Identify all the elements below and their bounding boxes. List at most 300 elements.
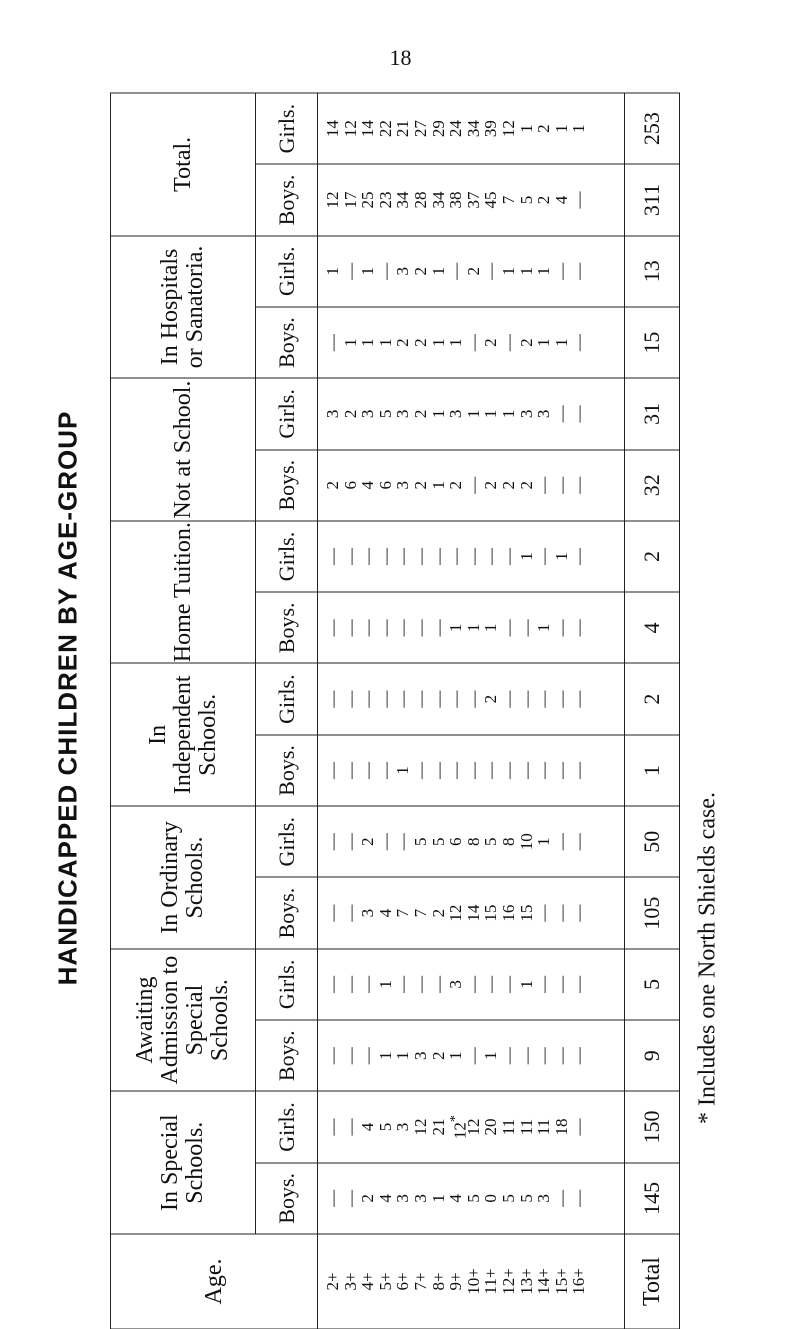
table-cell: —	[551, 761, 571, 779]
table-cell: 8	[498, 837, 518, 846]
table-cell: 1	[569, 123, 589, 133]
age-label: 7+	[410, 1271, 430, 1291]
table-cell: 3	[393, 266, 413, 276]
age-list	[318, 1234, 625, 1329]
table-cell: —	[463, 690, 483, 708]
page-number: 18	[389, 45, 412, 70]
table-cell: 0	[481, 1193, 501, 1203]
table-cell: —	[534, 690, 554, 708]
table-cell: —	[534, 476, 554, 494]
table-cell: 16	[498, 904, 518, 922]
table-cell: —	[569, 618, 589, 636]
table-cell: —	[569, 832, 589, 850]
table-cell: 3	[393, 409, 413, 418]
table-cell: —	[516, 1046, 536, 1064]
table-cell: —	[516, 761, 536, 779]
table-cell: —	[340, 618, 360, 636]
table-cell: —	[428, 975, 448, 993]
data-column	[318, 592, 625, 663]
table-cell: 12	[410, 1118, 430, 1136]
rotated-table	[110, 92, 680, 1329]
group-header: In Ordinary Schools.	[111, 806, 256, 949]
table-cell: 2	[410, 409, 430, 418]
age-label: 15+	[551, 1267, 571, 1295]
table-cell: 2	[428, 1050, 448, 1060]
table-cell: —	[340, 690, 360, 708]
table-cell: 1	[498, 409, 518, 418]
age-label: 4+	[358, 1271, 378, 1291]
table-cell: —	[340, 1046, 360, 1064]
table-cell: 1	[340, 337, 360, 347]
age-label: 12+	[498, 1267, 518, 1295]
table-cell: 5	[375, 1122, 395, 1131]
table-cell: —	[551, 904, 571, 922]
table-cell: 3	[410, 1193, 430, 1203]
table-cell: 3	[393, 480, 413, 489]
table-cell: 2	[323, 480, 342, 489]
group-header: Total.	[111, 93, 256, 236]
total-cell: 5	[625, 948, 680, 1019]
table-cell: 12	[446, 904, 466, 922]
table-cell: 4	[358, 480, 378, 489]
table-cell: —	[358, 761, 378, 779]
table-cell: —	[569, 904, 589, 922]
boys-header: Boys.	[256, 449, 318, 520]
table-cell: 1	[375, 1050, 395, 1060]
table-cell: —	[375, 618, 395, 636]
table-cell: —	[393, 690, 413, 708]
table-cell: —	[323, 333, 342, 351]
total-cell: 50	[625, 806, 680, 877]
table-cell: 6	[375, 480, 395, 489]
table-cell: 2	[340, 409, 360, 418]
table-cell: 34	[463, 119, 483, 137]
table-cell: 38	[446, 190, 466, 208]
table-cell: —	[569, 1118, 589, 1136]
table-cell: —	[463, 761, 483, 779]
table-cell: —	[410, 618, 430, 636]
table-cell: —	[323, 1046, 342, 1064]
table-cell: 3	[393, 1122, 413, 1131]
girls-header: Girls.	[256, 663, 318, 734]
girls-header: Girls.	[256, 948, 318, 1019]
total-cell: 9	[625, 1020, 680, 1091]
table-cell: —	[498, 690, 518, 708]
table-cell: —	[323, 904, 342, 922]
table-cell: —	[481, 761, 501, 779]
age-label: 8+	[428, 1271, 448, 1291]
table-cell: —	[358, 547, 378, 565]
table-cell: 1	[463, 409, 483, 418]
data-column	[318, 663, 625, 734]
table-cell: 1	[481, 1050, 501, 1060]
table-cell: 2	[410, 266, 430, 276]
table-cell: 1	[516, 123, 536, 133]
data-column	[318, 449, 625, 520]
table-cell: 17	[340, 190, 360, 208]
girls-header: Girls.	[256, 378, 318, 449]
table-cell: —	[340, 262, 360, 280]
table-cell: 34	[428, 190, 448, 208]
table-cell: 10	[516, 832, 536, 850]
table-cell: 2	[516, 337, 536, 347]
table-cell: —	[428, 547, 448, 565]
group-header: In Special Schools.	[111, 1091, 256, 1234]
table-cell: —	[534, 547, 554, 565]
age-label: 14+	[534, 1267, 554, 1295]
total-cell: 311	[625, 164, 680, 235]
table-cell: 2	[481, 337, 501, 347]
table-cell: 2	[410, 480, 430, 489]
table-cell: —	[551, 262, 571, 280]
table-cell: 2	[393, 337, 413, 347]
table-cell: —	[481, 975, 501, 993]
table-cell: 8	[463, 837, 483, 846]
table-cell: —	[569, 1046, 589, 1064]
table-cell: —	[323, 832, 342, 850]
table-cell: —	[393, 547, 413, 565]
table-cell: —	[534, 904, 554, 922]
table-cell: —	[463, 547, 483, 565]
table-cell: 1	[481, 409, 501, 418]
boys-header: Boys.	[256, 1162, 318, 1233]
table-cell: 4	[375, 1193, 395, 1203]
data-column	[318, 877, 625, 948]
table-cell: —	[446, 262, 466, 280]
table-cell: —	[569, 547, 589, 565]
table-cell: 4	[358, 1122, 378, 1131]
total-cell: 145	[625, 1162, 680, 1233]
table-cell: —	[393, 618, 413, 636]
table-cell: 6	[446, 837, 466, 846]
table-cell: —	[534, 761, 554, 779]
data-column	[318, 306, 625, 377]
table-cell: —	[340, 547, 360, 565]
total-cell: 1	[625, 734, 680, 805]
table-cell: —	[569, 761, 589, 779]
total-cell: 150	[625, 1091, 680, 1162]
girls-header: Girls.	[256, 520, 318, 591]
table-cell: 7	[498, 195, 518, 204]
table-cell: 4	[375, 908, 395, 917]
table-cell: 2	[358, 837, 378, 846]
data-column	[318, 806, 625, 877]
boys-header: Boys.	[256, 877, 318, 948]
table-cell: —	[534, 1046, 554, 1064]
page-title: HANDICAPPED CHILDREN BY AGE-GROUP	[52, 410, 83, 986]
table-cell: 1	[481, 623, 501, 632]
table-cell: 3	[393, 1193, 413, 1203]
age-group-table	[110, 92, 680, 1329]
table-cell: 5	[498, 1193, 518, 1203]
age-label: 10+	[463, 1267, 483, 1295]
table-cell: —	[358, 690, 378, 708]
table-cell: —	[498, 618, 518, 636]
table-cell: —	[569, 1189, 589, 1207]
age-label: 5+	[375, 1271, 395, 1291]
table-cell: 1	[534, 623, 554, 632]
table-cell: 3	[534, 409, 554, 418]
group-header: In Independent Schools.	[111, 663, 256, 806]
table-cell: 2	[481, 694, 501, 703]
table-cell: 1	[358, 337, 378, 347]
table-cell: 14	[463, 904, 483, 922]
total-cell: 2	[625, 663, 680, 734]
table-container	[110, 92, 680, 1329]
table-cell: 1	[446, 1050, 466, 1060]
table-cell: —	[446, 690, 466, 708]
girls-header: Girls.	[256, 806, 318, 877]
table-cell: 1	[323, 266, 342, 276]
data-column	[318, 235, 625, 306]
total-cell: 105	[625, 877, 680, 948]
table-cell: 2	[498, 480, 518, 489]
table-cell: —	[569, 190, 589, 208]
age-label: 16+	[569, 1267, 589, 1295]
table-cell: —	[393, 975, 413, 993]
table-cell: 34	[393, 190, 413, 208]
data-column	[318, 948, 625, 1019]
table-cell: —	[410, 547, 430, 565]
table-cell: —	[323, 690, 342, 708]
table-cell: 11	[516, 1118, 536, 1135]
table-cell: 20	[481, 1118, 501, 1136]
table-cell: —	[323, 547, 342, 565]
table-cell: 1	[534, 337, 554, 347]
table-cell: —	[534, 975, 554, 993]
table-cell: —	[551, 832, 571, 850]
table-cell: 1	[551, 123, 571, 133]
table-cell: —	[551, 1046, 571, 1064]
table-cell: 2	[534, 195, 554, 204]
table-cell: 1	[428, 409, 448, 418]
age-label: 6+	[393, 1271, 413, 1291]
table-cell: 2	[481, 480, 501, 489]
table-cell: —	[498, 1046, 518, 1064]
total-cell: 2	[625, 520, 680, 591]
table-cell: —	[551, 618, 571, 636]
table-cell: 5	[481, 837, 501, 846]
boys-header: Boys.	[256, 592, 318, 663]
data-column	[318, 378, 625, 449]
boys-header: Boys.	[256, 1020, 318, 1091]
table-cell: 11	[534, 1118, 554, 1135]
table-cell: —	[516, 690, 536, 708]
table-cell: 12	[340, 119, 360, 137]
table-cell: —	[498, 761, 518, 779]
table-cell: —	[463, 333, 483, 351]
table-cell: 3	[446, 979, 466, 989]
footnote: * Includes one North Shields case.	[694, 792, 721, 1124]
table-cell: —	[375, 690, 395, 708]
table-cell: 1	[428, 266, 448, 276]
group-header: Awaiting Admission to Special Schools.	[111, 948, 256, 1091]
table-cell: 1	[393, 1050, 413, 1060]
table-cell: —	[428, 761, 448, 779]
group-header: Home Tuition.	[111, 520, 256, 663]
table-cell: —	[358, 618, 378, 636]
total-cell: 4	[625, 592, 680, 663]
age-label: 13+	[516, 1267, 536, 1295]
total-cell: 13	[625, 235, 680, 306]
table-cell: 5	[428, 837, 448, 846]
table-cell: 15	[481, 904, 501, 922]
age-label: 2+	[323, 1271, 342, 1291]
data-column	[318, 164, 625, 235]
table-cell: 1	[375, 979, 395, 989]
table-cell: 14	[358, 119, 378, 137]
table-cell: —	[410, 975, 430, 993]
table-cell: 1	[446, 337, 466, 347]
table-cell: —	[323, 1118, 342, 1136]
table-cell: 1	[463, 623, 483, 632]
data-column	[318, 1162, 625, 1233]
table-cell: 45	[481, 190, 501, 208]
table-cell: —	[375, 262, 395, 280]
table-cell: —	[375, 547, 395, 565]
table-cell: —	[323, 618, 342, 636]
table-cell: —	[569, 262, 589, 280]
table-cell: 7	[393, 908, 413, 917]
table-cell: —	[569, 975, 589, 993]
group-header: In Hospitals or Sanatoria.	[111, 235, 256, 378]
table-cell: —	[516, 618, 536, 636]
age-label: 3+	[340, 1271, 360, 1291]
table-cell: 4	[446, 1193, 466, 1203]
table-cell: —	[498, 547, 518, 565]
table-cell: 22	[375, 119, 395, 137]
table-cell: 24	[446, 119, 466, 137]
table-cell: —	[375, 761, 395, 779]
table-cell: —	[569, 404, 589, 422]
table-cell: 12*	[447, 1114, 470, 1139]
table-cell: 12	[463, 1118, 483, 1136]
table-cell: —	[323, 975, 342, 993]
table-cell: 5	[410, 837, 430, 846]
table-cell: —	[375, 832, 395, 850]
data-column	[318, 1020, 625, 1091]
table-cell: —	[498, 333, 518, 351]
table-cell: 5	[516, 1193, 536, 1203]
group-header: Not at School.	[111, 378, 256, 521]
table-cell: 2	[534, 123, 554, 133]
table-cell: 21	[428, 1118, 448, 1136]
table-cell: —	[569, 476, 589, 494]
table-cell: 1	[534, 837, 554, 846]
table-cell: —	[498, 975, 518, 993]
age-label: 9+	[446, 1271, 466, 1291]
table-cell: —	[358, 975, 378, 993]
total-cell: 31	[625, 378, 680, 449]
girls-header: Girls.	[256, 1091, 318, 1162]
table-cell: 14	[323, 119, 342, 137]
table-cell: 1	[446, 623, 466, 632]
table-cell: —	[340, 904, 360, 922]
table-cell: —	[446, 547, 466, 565]
table-cell: 2	[446, 480, 466, 489]
table-cell: —	[463, 476, 483, 494]
table-cell: 39	[481, 119, 501, 137]
table-cell: 37	[463, 190, 483, 208]
table-cell: —	[551, 1189, 571, 1207]
table-cell: 3	[323, 409, 342, 418]
table-cell: 28	[410, 190, 430, 208]
table-cell: —	[428, 690, 448, 708]
table-cell: 21	[393, 119, 413, 137]
table-cell: 1	[428, 337, 448, 347]
table-cell: 4	[551, 195, 571, 204]
table-cell: 1	[393, 765, 413, 775]
table-cell: 23	[375, 190, 395, 208]
total-label: Total	[625, 1234, 680, 1329]
table-cell: —	[340, 1189, 360, 1207]
boys-header: Boys.	[256, 734, 318, 805]
table-cell: —	[393, 832, 413, 850]
table-cell: 1	[375, 337, 395, 347]
table-cell: —	[446, 761, 466, 779]
table-cell: 12	[323, 190, 342, 208]
table-cell: 2	[358, 1193, 378, 1203]
table-cell: —	[323, 1189, 342, 1207]
table-cell: —	[481, 262, 501, 280]
table-cell: 6	[340, 480, 360, 489]
table-cell: 1	[551, 337, 571, 347]
table-cell: 2	[410, 337, 430, 347]
table-cell: 3	[358, 409, 378, 418]
table-cell: 1	[534, 266, 554, 276]
table-cell: 18	[551, 1118, 571, 1136]
table-cell: 29	[428, 119, 448, 137]
table-cell: 25	[358, 190, 378, 208]
table-cell: 2	[463, 266, 483, 276]
table-cell: 1	[358, 266, 378, 276]
table-cell: 12	[498, 119, 518, 137]
total-cell: 253	[625, 93, 680, 164]
table-cell: —	[481, 547, 501, 565]
table-cell: 3	[516, 409, 536, 418]
girls-header: Girls.	[256, 93, 318, 164]
table-cell: 3	[446, 409, 466, 418]
table-cell: 7	[410, 908, 430, 917]
data-column	[318, 93, 625, 164]
table-cell: 3	[410, 1050, 430, 1060]
table-cell: —	[340, 761, 360, 779]
table-cell: —	[340, 832, 360, 850]
table-cell: —	[551, 404, 571, 422]
table-cell: —	[551, 975, 571, 993]
table-cell: —	[551, 476, 571, 494]
girls-header: Girls.	[256, 235, 318, 306]
table-cell: 1	[428, 480, 448, 489]
table-cell: 1	[516, 551, 536, 561]
data-column	[318, 734, 625, 805]
table-cell: 1	[516, 979, 536, 989]
table-cell: —	[340, 1118, 360, 1136]
table-cell: 1	[498, 266, 518, 276]
footnote-marker: *	[447, 1114, 464, 1122]
data-column	[318, 1091, 625, 1162]
table-cell: —	[428, 618, 448, 636]
table-cell: 11	[498, 1118, 518, 1135]
table-cell: —	[463, 975, 483, 993]
table-cell: 2	[428, 908, 448, 917]
table-cell: —	[569, 690, 589, 708]
table-cell: 3	[358, 908, 378, 917]
table-cell: —	[340, 975, 360, 993]
table-cell: 15	[516, 904, 536, 922]
table-cell: —	[551, 690, 571, 708]
boys-header: Boys.	[256, 306, 318, 377]
